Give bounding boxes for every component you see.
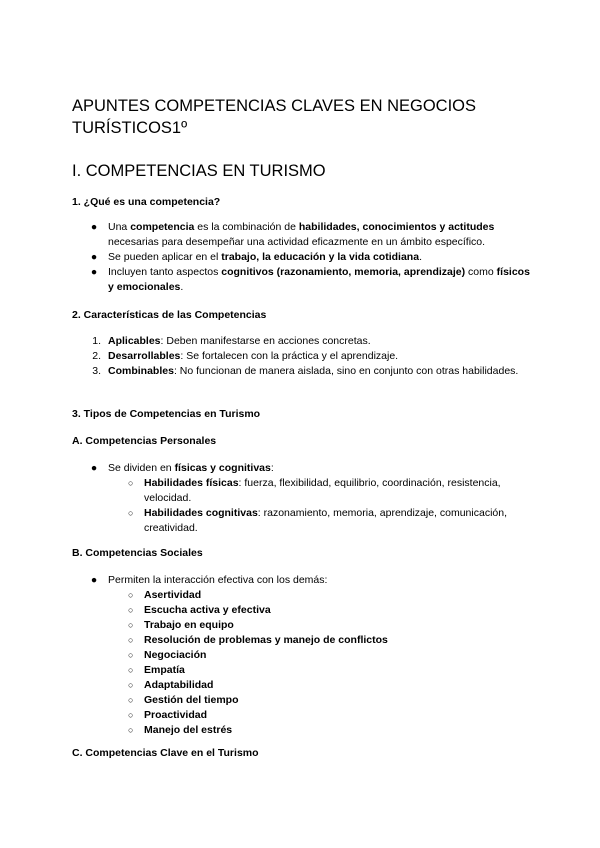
- subsection-heading-1: 1. ¿Qué es una competencia?: [72, 196, 221, 208]
- list-item: ● Una competencia es la combinación de habilidades, conocimientos y actitudes necesarias para desempeñar una actividad eficazmente en un ámbito específico.: [72, 220, 532, 250]
- title-line-1: APUNTES COMPETENCIAS CLAVES EN NEGOCIOS: [72, 97, 477, 115]
- bullet-marker: ●: [90, 251, 98, 263]
- sub-list-item: ○ Asertividad: [128, 589, 202, 601]
- sub-list-item: ○ Proactividad: [128, 709, 208, 721]
- subsection-heading-3: 3. Tipos de Competencias en Turismo: [72, 408, 261, 420]
- title-line-2: TURÍSTICOS1º: [72, 119, 188, 137]
- sub-list-item: ○ Gestión del tiempo: [128, 694, 239, 706]
- heading-personales: A. Competencias Personales: [72, 435, 217, 447]
- sub-bullet-marker: ○: [128, 478, 134, 488]
- sub-list-item: ○ Escucha activa y efectiva: [128, 604, 271, 616]
- section-heading: I. COMPETENCIAS EN TURISMO: [72, 162, 326, 180]
- list-item: 2. Desarrollables: Se fortalecen con la práctica y el aprendizaje.: [92, 350, 399, 362]
- list-item: ● Se dividen en físicas y cognitivas:: [72, 461, 532, 476]
- list-item: ● Incluyen tanto aspectos cognitivos (razonamiento, memoria, aprendizaje) como físicos y emocionales.: [72, 265, 532, 295]
- sub-list-item: ○ Empatía: [128, 664, 185, 676]
- sub-bullet-marker: ○: [128, 508, 134, 518]
- heading-clave: C. Competencias Clave en el Turismo: [72, 747, 259, 759]
- sub-list-item: ○ Adaptabilidad: [128, 679, 214, 691]
- sub-list-item: ○ Manejo del estrés: [128, 724, 233, 736]
- list-item: ● Se pueden aplicar en el trabajo, la educación y la vida cotidiana.: [72, 250, 532, 265]
- list-item: 1. Aplicables: Deben manifestarse en acciones concretas.: [92, 335, 371, 347]
- characteristics-list: [72, 334, 532, 379]
- sub-list-item: ○ Habilidades cognitivas: razonamiento, memoria, aprendizaje, comunicación, creatividad.: [128, 507, 508, 534]
- subsection-heading-2: 2. Características de las Competencias: [72, 309, 267, 321]
- bullet-marker: ●: [90, 462, 98, 474]
- definition-list: [72, 220, 532, 295]
- list-item: ● Permiten la interacción efectiva con los demás:: [72, 573, 532, 588]
- sub-list-item: ○ Negociación: [128, 649, 207, 661]
- bullet-marker: ●: [90, 574, 98, 586]
- personales-list: [72, 461, 532, 536]
- document-title: [72, 95, 492, 139]
- sub-list-item: ○ Habilidades físicas: fuerza, flexibilidad, equilibrio, coordinación, resistencia, velocidad.: [128, 477, 501, 504]
- heading-sociales: B. Competencias Sociales: [72, 547, 203, 559]
- sub-list-item: ○ Trabajo en equipo: [128, 619, 234, 631]
- sociales-list: [72, 573, 532, 738]
- list-item: 3. Combinables: No funcionan de manera aislada, sino en conjunto con otras habilidades.: [92, 365, 519, 377]
- bullet-marker: ●: [90, 221, 98, 233]
- sub-list-item: ○ Resolución de problemas y manejo de conflictos: [128, 634, 388, 646]
- bullet-marker: ●: [90, 266, 98, 278]
